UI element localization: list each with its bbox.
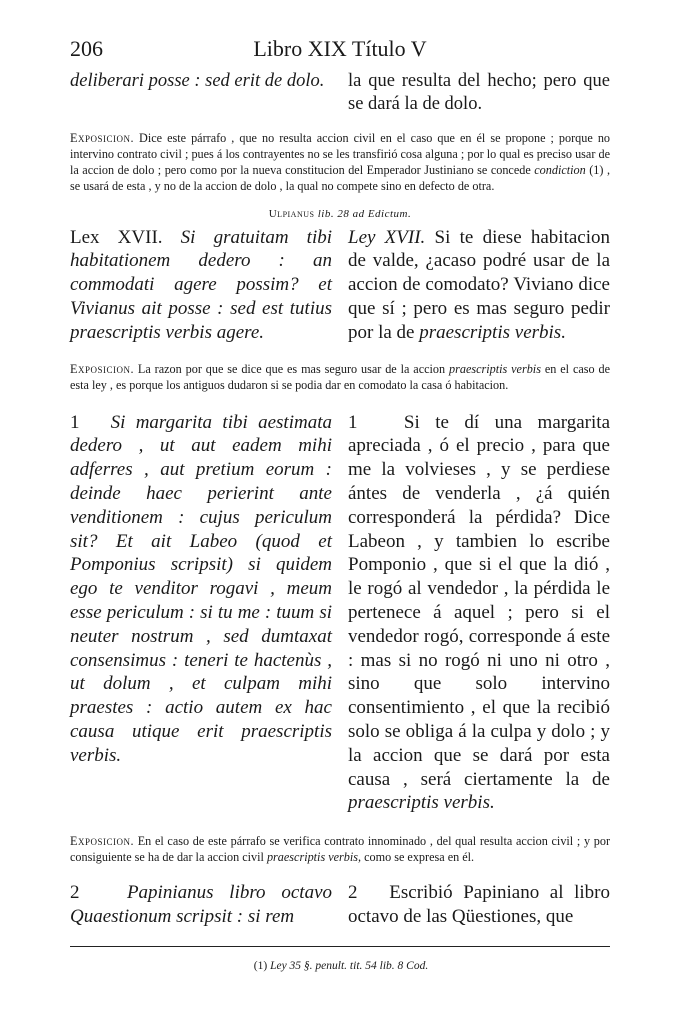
exposition-3	[70, 833, 610, 865]
lex-17-spanish-lead: Ley XVII.	[348, 226, 426, 248]
exposition-label: Exposicion.	[70, 834, 134, 849]
footnote-rule	[70, 946, 610, 947]
page	[70, 30, 610, 929]
footnote-text: Ley 35 §. penult. tit. 54 lib. 8 Cod.	[270, 960, 429, 972]
paragraph-2-spanish-text: Escribió Papiniano al libro octavo de las Qüestiones, que	[348, 882, 610, 927]
paragraph-1-latin	[70, 411, 332, 816]
top-spanish: la que resulta del hecho; pero que se dará la de dolo.	[348, 71, 610, 114]
paragraph-1-latin-number: 1	[70, 411, 80, 433]
paragraph-1-spanish-italic: praescriptis verbis.	[348, 792, 495, 814]
paragraph-1	[70, 411, 610, 816]
footnote	[0, 960, 682, 972]
exposition-text: (1) , se usará de esta , y no de la accion de dolo , la qual no compete sino en defecto de otra.	[70, 162, 610, 193]
exposition-text: Dice este párrafo , que no resulta accion civil en el caso que en él se propone ; porque no intervino contrato civil ; pues á los contrayentes no se les transfirió cosa alguna ; por lo qual es preciso usar de la accion de dolo ; pero como por la nueva constitucion del Emperador Justiniano se concede	[70, 130, 611, 177]
lex-17-latin-lead: Lex XVII.	[70, 226, 163, 248]
lex-17-spanish-italic: praescriptis verbis.	[419, 321, 566, 343]
lex-17-latin	[70, 226, 332, 345]
exposition-text: en el caso de esta ley , es porque los antiguos dudaron si se podia dar en comodato la casa ó habitacion.	[70, 361, 611, 392]
exposition-text: como se expresa en él.	[364, 850, 475, 865]
page-number: 206	[70, 36, 103, 61]
source-author: Ulpianus	[268, 207, 315, 220]
top-latin: deliberari posse : sed erit de dolo.	[70, 71, 325, 91]
paragraph-1-latin-text: Si margarita tibi aestimata dedero , ut aut eadem mihi adferres , aut pretium eorum : deinde haec perierint ante venditionem : cujus periculum sit? Et ait Labeo (quod et Pomponius scripsit) si quidem ego te venditor rogavi , meum esse periculum : si tu me : tuum si neuter nostrum , sed dumtaxat consensimus : teneri te hactenùs , ut dolum , et culpam mihi praestes : actio autem ex hac causa utique erit praescriptis verbis.	[70, 411, 332, 766]
exposition-label: Exposicion.	[70, 130, 134, 145]
paragraph-2-latin-number: 2	[70, 882, 80, 904]
paragraph-2-latin	[70, 881, 332, 929]
paragraph-1-spanish-text: Si te dí una margarita apreciada , ó el precio , para que me la volvieses , y se perdiese ántes de venderla , ¿á quién corresponderá la pérdida? Dice Labeon , y tambien lo escribe Pomponio , que si el que la dió , le rogó al vendedor , la pérdida le pertenece á aquel ; pero si el vendedor rogó, corresponde á este : mas si no rogó ni uno ni otro , sino que solo intervino consentimiento , el que la recibió solo se obliga á la culpa y dolo ; y la accion que se dará por esta causa , será ciertamente la de	[348, 411, 610, 790]
exposition-italic: praescriptis verbis,	[266, 850, 362, 865]
top-paragraph	[70, 70, 610, 116]
lex-17-latin-text: Si gratuitam tibi habitationem dedero : an commodati agere possim? et Vivianus ait posse : sed est tutius praescriptis verbis agere.	[70, 226, 333, 343]
paragraph-2-spanish-number: 2	[348, 882, 358, 904]
exposition-italic: praescriptis verbis	[449, 361, 541, 376]
source-work: lib. 28 ad Edictum.	[317, 207, 412, 220]
paragraph-1-spanish	[348, 411, 610, 816]
running-title: Libro XIX Título V	[253, 36, 427, 61]
page-header	[70, 30, 610, 68]
paragraph-1-spanish-number: 1	[348, 411, 358, 433]
lex-17	[70, 226, 610, 345]
exposition-label: Exposicion.	[70, 361, 134, 376]
lex-17-spanish	[348, 226, 610, 345]
lex-17-spanish-text: Si te diese habitacion de valde, ¿acaso podré usar de la accion de comodato? Viviano dice que sí ; pero es mas seguro pedir por la de	[348, 226, 611, 343]
paragraph-2-spanish	[348, 881, 610, 929]
paragraph-2-latin-text: Papinianus libro octavo Quaestionum scripsit : si rem	[70, 882, 333, 927]
footnote-marker: (1)	[253, 960, 268, 972]
exposition-italic: condiction	[534, 162, 586, 177]
exposition-text: La razon por que se dice que es mas seguro usar de la accion	[137, 361, 446, 376]
exposition-1	[70, 130, 610, 194]
paragraph-2	[70, 881, 610, 929]
source-citation	[70, 208, 610, 220]
exposition-text: En el caso de este párrafo se verifica contrato innominado , del qual resulta accion civil ; y por consiguiente se ha de dar la accion civil	[70, 834, 611, 865]
exposition-2	[70, 361, 610, 393]
